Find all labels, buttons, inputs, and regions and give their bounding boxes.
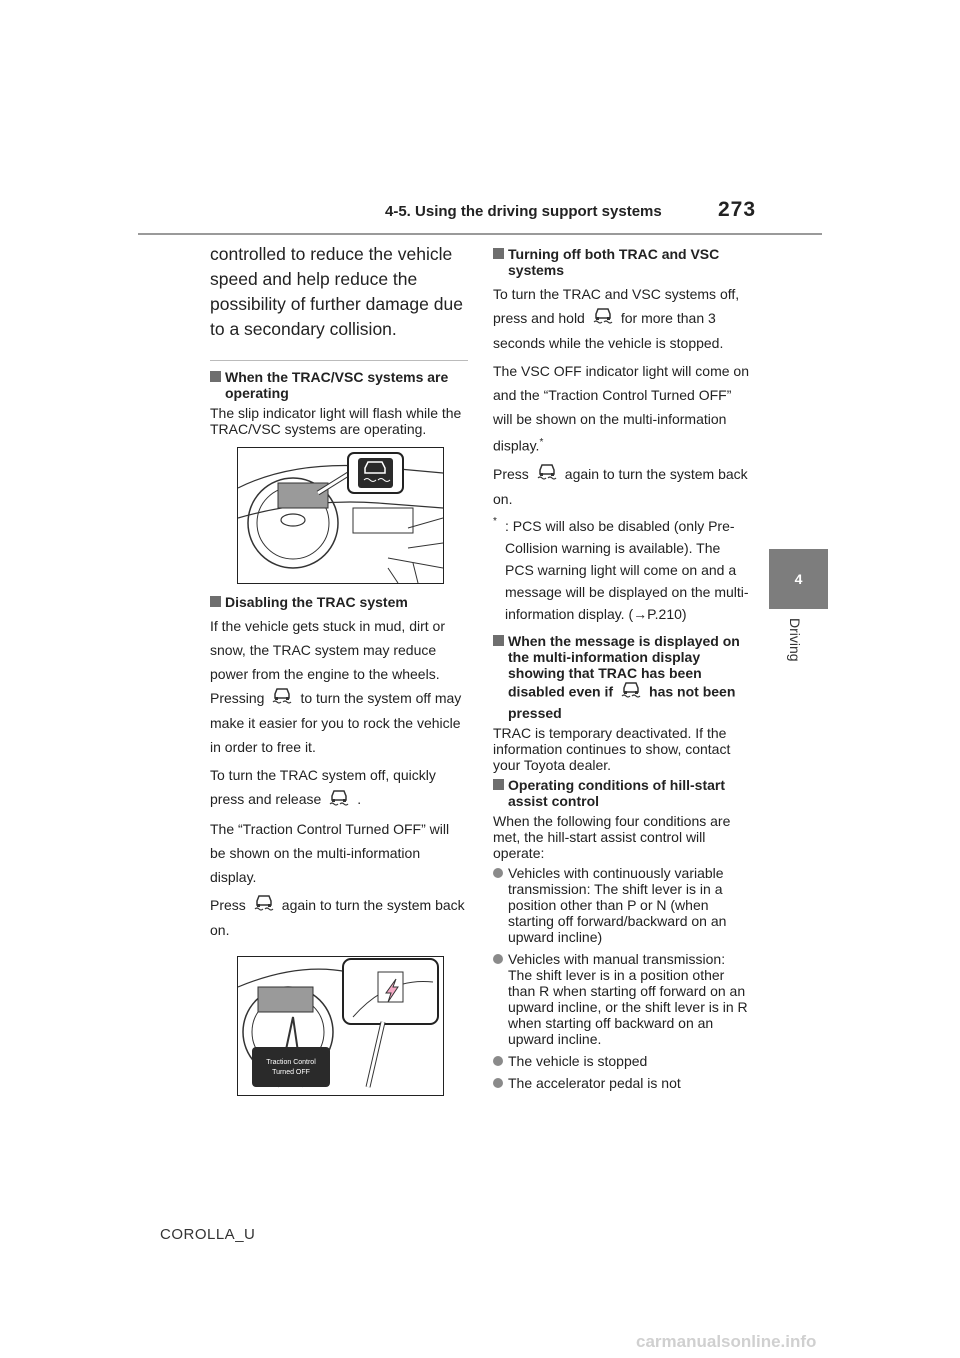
- text-both-off-press: Press again to turn the system back on.: [493, 462, 749, 511]
- vsc-off-icon: [269, 687, 295, 711]
- vsc-off-icon: [618, 681, 644, 705]
- square-bullet-icon: [210, 596, 221, 607]
- page-number: 273: [718, 198, 757, 221]
- text-both-off-a: To turn the TRAC and VSC systems off, press and hold for more than 3 seconds while the vehicle is stopped.: [493, 286, 740, 352]
- square-bullet-icon: [493, 779, 504, 790]
- intro-text: controlled to reduce the vehicle speed and help reduce the possibility of further damage due to a secondary collision.: [210, 244, 463, 339]
- vsc-off-icon: [590, 307, 616, 331]
- vsc-off-icon: [534, 463, 560, 487]
- text-message-displayed: TRAC is temporary deactivated. If the information continues to show, contact your Toyota dealer.: [493, 725, 731, 774]
- square-bullet-icon: [493, 248, 504, 259]
- chapter-tab-label: Driving: [787, 618, 803, 662]
- list-item: The accelerator pedal is not: [493, 1075, 749, 1091]
- figure-slip-indicator: [237, 447, 444, 584]
- text-hill-start: When the following four conditions are met, the hill-start assist control will operate:: [493, 813, 731, 862]
- svg-text:Turned OFF: Turned OFF: [272, 1068, 310, 1076]
- heading-message-displayed: When the message is displayed on the multi-information display showing that TRAC has been disabled even if has not been pressed: [493, 633, 749, 721]
- text-both-off-c: The VSC OFF indicator light will come on and the “Traction Control Turned OFF” will be shown on the multi-information display.*: [493, 363, 749, 454]
- watermark: carmanualsonline.info: [636, 1332, 817, 1351]
- chapter-tab: 4: [769, 549, 828, 609]
- footnote-pcs: * : PCS will also be disabled (only Pre-Collision warning is available). The PCS warning light will come on and a message will be displayed on the multi-information display. (→P.210): [493, 516, 749, 623]
- header-rule: [138, 233, 822, 235]
- list-item: The vehicle is stopped: [493, 1053, 749, 1069]
- left-column: [210, 242, 468, 1106]
- heading-both-off: Turning off both TRAC and VSC systems: [493, 246, 749, 278]
- heading-hill-start: Operating conditions of hill-start assist control: [493, 777, 749, 809]
- heading-trac-vsc-operating: When the TRAC/VSC systems are operating: [210, 369, 468, 401]
- text-disabling-trac-a: If the vehicle gets stuck in mud, dirt or snow, the TRAC system may reduce power from the engine to the wheels. Pressing to turn the system off may make it easier for you to rock the vehicle in order to free it.: [210, 618, 462, 756]
- vsc-off-icon: [251, 894, 277, 918]
- right-column: [493, 242, 749, 1097]
- text-disabling-trac-c: To turn the TRAC system off, quickly press and release .: [210, 763, 468, 812]
- heading-disabling-trac: Disabling the TRAC system: [210, 594, 468, 610]
- divider: [210, 360, 468, 361]
- figure-traction-control-off: [237, 956, 444, 1096]
- text-press-again: Press again to turn the system back on.: [210, 893, 468, 942]
- square-bullet-icon: [210, 371, 221, 382]
- square-bullet-icon: [493, 635, 504, 646]
- list-item: Vehicles with manual transmission: The shift lever is in a position other than R when starting off forward on an upward incline, or the shift lever is in R when starting off backward on an upward incline.: [493, 951, 749, 1047]
- vsc-off-icon: [326, 789, 352, 813]
- text-trac-vsc-operating: The slip indicator light will flash while the TRAC/VSC systems are operating.: [210, 405, 462, 437]
- section-header: 4-5. Using the driving support systems: [385, 203, 662, 220]
- svg-text:Traction Control: Traction Control: [266, 1058, 316, 1066]
- footer-model: COROLLA_U: [160, 1226, 256, 1243]
- text-disabling-trac-d: The “Traction Control Turned OFF” will be shown on the multi-information display.: [210, 820, 450, 885]
- list-item: Vehicles with continuously variable transmission: The shift lever is in a position other than P or N (when starting off forward/backward on an upward incline): [493, 865, 749, 945]
